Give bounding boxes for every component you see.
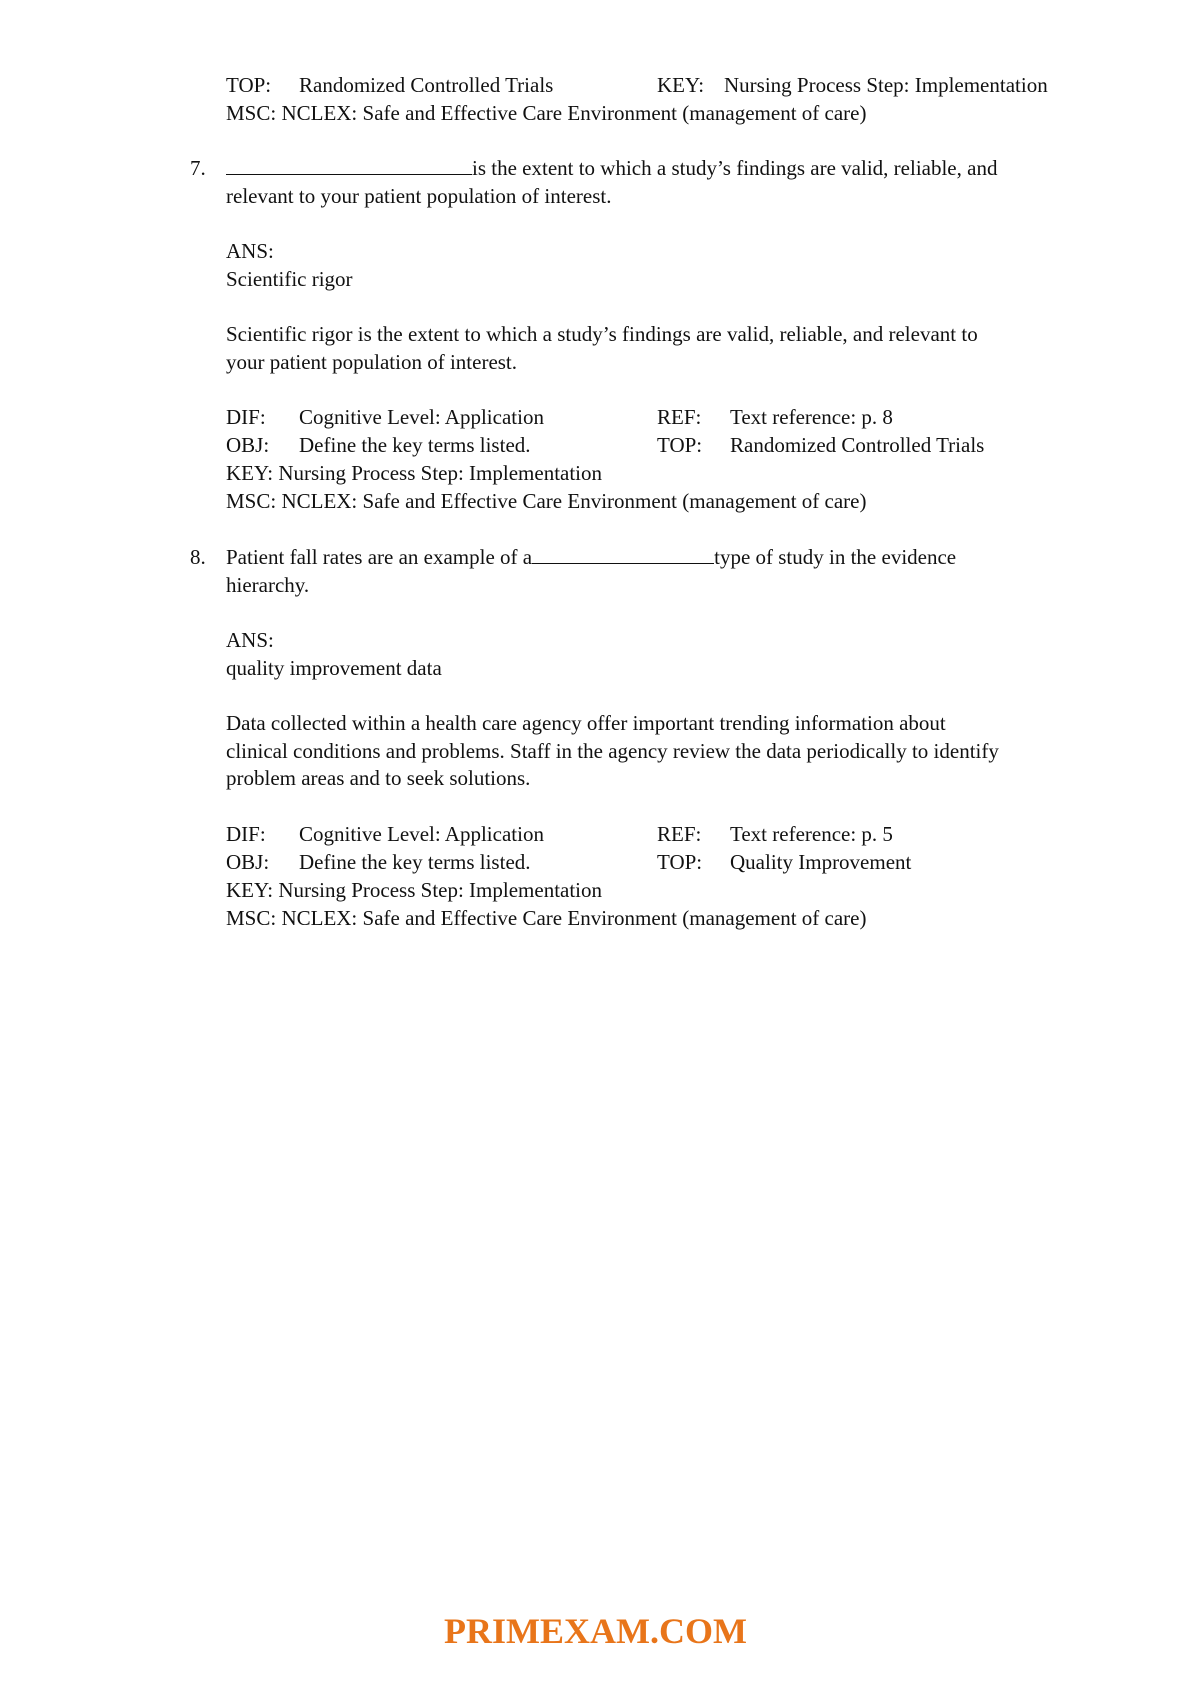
prev-top-label: TOP: (226, 73, 272, 97)
q8-rationale-line1: Data collected within a health care agency offer important trending information about (226, 711, 946, 735)
q7-question-line2: relevant to your patient population of interest. (226, 184, 612, 208)
prev-key-value: Nursing Process Step: Implementation (724, 73, 1048, 97)
q7-answer-blank (226, 156, 472, 175)
q7-dif-label: DIF: (226, 405, 266, 429)
prev-msc: MSC: NCLEX: Safe and Effective Care Environment (management of care) (226, 101, 867, 125)
prev-key-label: KEY: (657, 73, 705, 97)
prev-top-value: Randomized Controlled Trials (299, 73, 554, 97)
q7-number: 7. (190, 156, 206, 180)
q7-ref-label: REF: (657, 405, 702, 429)
q8-ref-label: REF: (657, 822, 702, 846)
q8-ref-value: Text reference: p. 5 (730, 822, 893, 846)
q7-question-line1: is the extent to which a study’s findings are valid, reliable, and (226, 155, 997, 181)
q8-rationale-line3: problem areas and to seek solutions. (226, 766, 531, 790)
q7-dif-value: Cognitive Level: Application (299, 405, 544, 429)
q7-obj-value: Define the key terms listed. (299, 433, 531, 457)
q8-msc: MSC: NCLEX: Safe and Effective Care Environment (management of care) (226, 906, 867, 930)
q7-answer: Scientific rigor (226, 267, 353, 291)
q8-top-value: Quality Improvement (730, 850, 912, 874)
q8-answer: quality improvement data (226, 656, 442, 680)
q8-obj-label: OBJ: (226, 850, 270, 874)
watermark-logo: PRIMEXAM.COM (444, 1611, 747, 1651)
q8-answer-blank (532, 545, 714, 564)
q7-msc: MSC: NCLEX: Safe and Effective Care Environment (management of care) (226, 489, 867, 513)
q8-top-label: TOP: (657, 850, 703, 874)
q8-ans-label: ANS: (226, 628, 274, 652)
q8-obj-value: Define the key terms listed. (299, 850, 531, 874)
q8-dif-value: Cognitive Level: Application (299, 822, 544, 846)
q7-key: KEY: Nursing Process Step: Implementation (226, 461, 603, 485)
q7-rationale-line1: Scientific rigor is the extent to which a study’s findings are valid, reliable, and relevant to (226, 322, 978, 346)
q7-rationale-line2: your patient population of interest. (226, 350, 518, 374)
q8-rationale-line2: clinical conditions and problems. Staff in the agency review the data periodically to identify (226, 739, 999, 763)
q8-key: KEY: Nursing Process Step: Implementation (226, 878, 603, 902)
q7-ans-label: ANS: (226, 239, 274, 263)
q8-number: 8. (190, 545, 206, 569)
q7-top-label: TOP: (657, 433, 703, 457)
q8-question-line1: Patient fall rates are an example of a type of study in the evidence (226, 545, 957, 569)
q7-ref-value: Text reference: p. 8 (730, 405, 893, 429)
q8-dif-label: DIF: (226, 822, 266, 846)
q7-obj-label: OBJ: (226, 433, 270, 457)
q8-question-line2: hierarchy. (226, 573, 310, 597)
q7-top-value: Randomized Controlled Trials (730, 433, 985, 457)
